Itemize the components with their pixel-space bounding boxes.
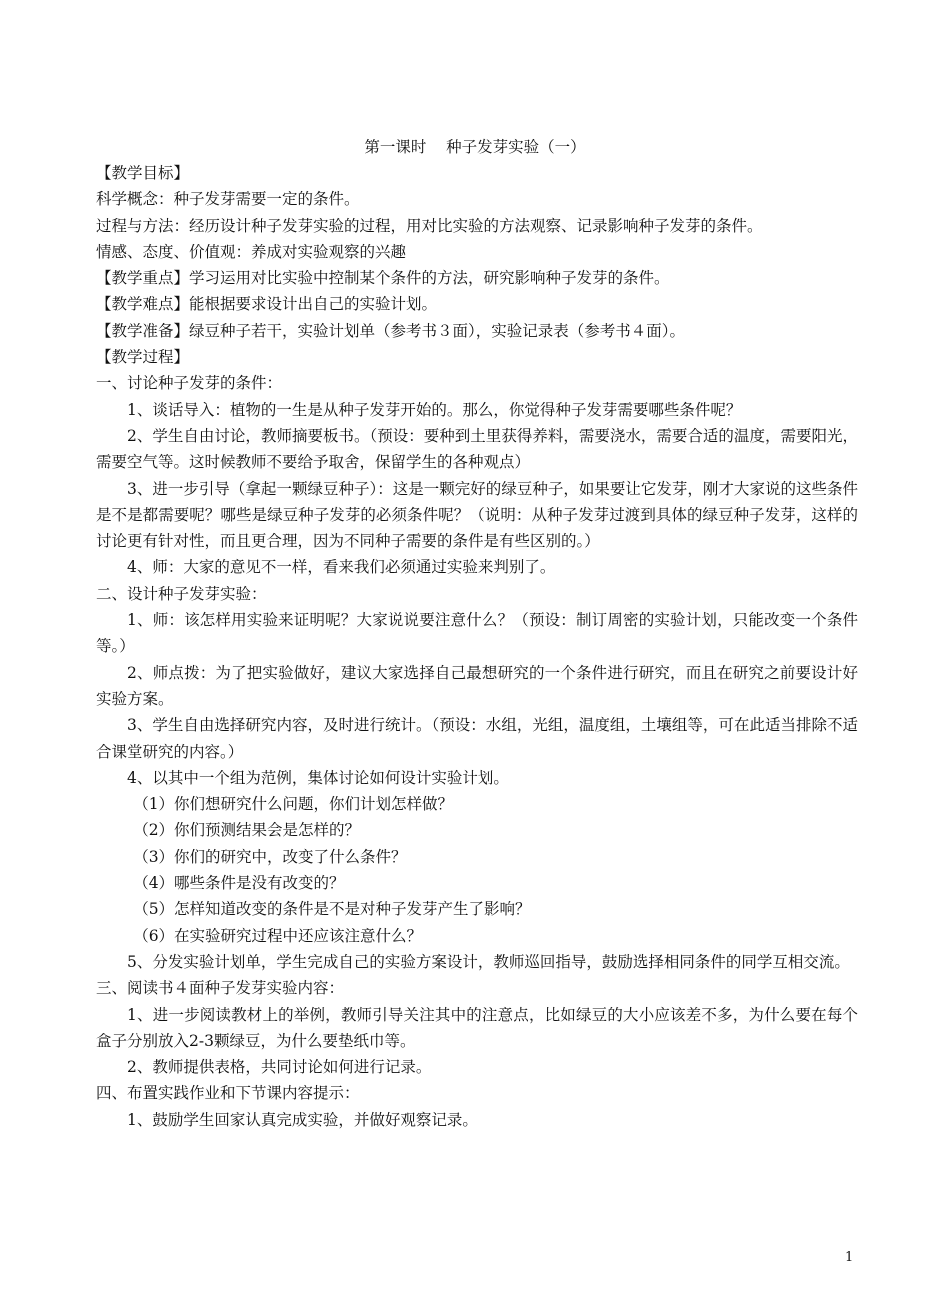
paragraph: 1、谈话导入：植物的一生是从种子发芽开始的。那么，你觉得种子发芽需要哪些条件呢？	[127, 400, 742, 419]
paragraph: 【教学准备】绿豆种子若干，实验计划单（参考书３面），实验记录表（参考书４面）。	[96, 321, 686, 340]
paragraph: 1、鼓励学生回家认真完成实验，并做好观察记录。	[127, 1110, 478, 1129]
paragraph: 三、阅读书４面种子发芽实验内容：	[96, 979, 345, 998]
paragraph: 【教学难点】能根据要求设计出自己的实验计划。	[96, 295, 438, 314]
paragraph: 过程与方法：经历设计种子发芽实验的过程，用对比实验的方法观察、记录影响种子发芽的条件。	[96, 216, 763, 235]
paragraph: （4）哪些条件是没有改变的？	[133, 874, 345, 893]
paragraph: 科学概念：种子发芽需要一定的条件。	[96, 190, 360, 209]
paragraph: （6）在实验研究过程中还应该注意什么？	[133, 926, 423, 945]
paragraph: 情感、态度、价值观：养成对实验观察的兴趣	[96, 242, 407, 261]
paragraph: 1、师：该怎样用实验来证明呢？大家说说要注意什么？（预设：制订周密的实验计划，只能改变一个条件等。）	[96, 611, 858, 656]
paragraph: 【教学目标】	[96, 164, 190, 182]
paragraph: 【教学过程】	[96, 348, 190, 367]
paragraph: 2、学生自由讨论，教师摘要板书。（预设：要种到土里获得养料，需要浇水，需要合适的温度，需要阳光，需要空气等。这时候教师不要给予取舍，保留学生的各种观点）	[96, 426, 858, 472]
paragraph: 5、分发实验计划单，学生完成自己的实验方案设计，教师巡回指导，鼓励选择相同条件的同学互相交流。	[127, 952, 850, 971]
lesson-body	[96, 160, 858, 1133]
paragraph: 4、以其中一个组为范例，集体讨论如何设计实验计划。	[127, 768, 509, 787]
lesson-title: 第一课时 种子发芽实验（一）	[364, 138, 586, 156]
paragraph: 四、布置实践作业和下节课内容提示：	[96, 1084, 360, 1103]
paragraph: （5）怎样知道改变的条件是不是对种子发芽产生了影响？	[133, 900, 531, 919]
paragraph: （2）你们预测结果会是怎样的？	[133, 821, 361, 840]
paragraph: 4、师：大家的意见不一样，看来我们必须通过实验来判别了。	[127, 558, 556, 577]
paragraph: 【教学重点】学习运用对比实验中控制某个条件的方法，研究影响种子发芽的条件。	[96, 269, 670, 288]
paragraph: 2、师点拨：为了把实验做好，建议大家选择自己最想研究的一个条件进行研究，而且在研究之前要设计好实验方案。	[96, 663, 858, 708]
paragraph: 3、进一步引导（拿起一颗绿豆种子）：这是一颗完好的绿豆种子，如果要让它发芽，刚才大家说的这些条件是不是都需要呢？哪些是绿豆种子发芽的必须条件呢？（说明：从种子发芽过渡到具体的绿豆种子发芽，这样的讨论更有针对性，而且更合理，因为不同种子需要的条件是有些区别的。）	[96, 479, 858, 551]
paragraph: 二、设计种子发芽实验：	[96, 584, 267, 603]
paragraph: （1）你们想研究什么问题，你们计划怎样做？	[133, 795, 454, 814]
paragraph: 一、讨论种子发芽的条件：	[96, 374, 283, 393]
paragraph: 3、学生自由选择研究内容，及时进行统计。（预设：水组，光组，温度组，土壤组等，可在此适当排除不适合课堂研究的内容。）	[96, 716, 858, 761]
page-number: 1	[845, 1250, 854, 1265]
paragraph: （3）你们的研究中，改变了什么条件？	[133, 847, 407, 866]
paragraph: 1、进一步阅读教材上的举例，教师引导关注其中的注意点，比如绿豆的大小应该差不多，为什么要在每个盒子分别放入2-3颗绿豆，为什么要垫纸巾等。	[96, 1005, 858, 1050]
paragraph: 2、教师提供表格，共同讨论如何进行记录。	[127, 1058, 432, 1077]
